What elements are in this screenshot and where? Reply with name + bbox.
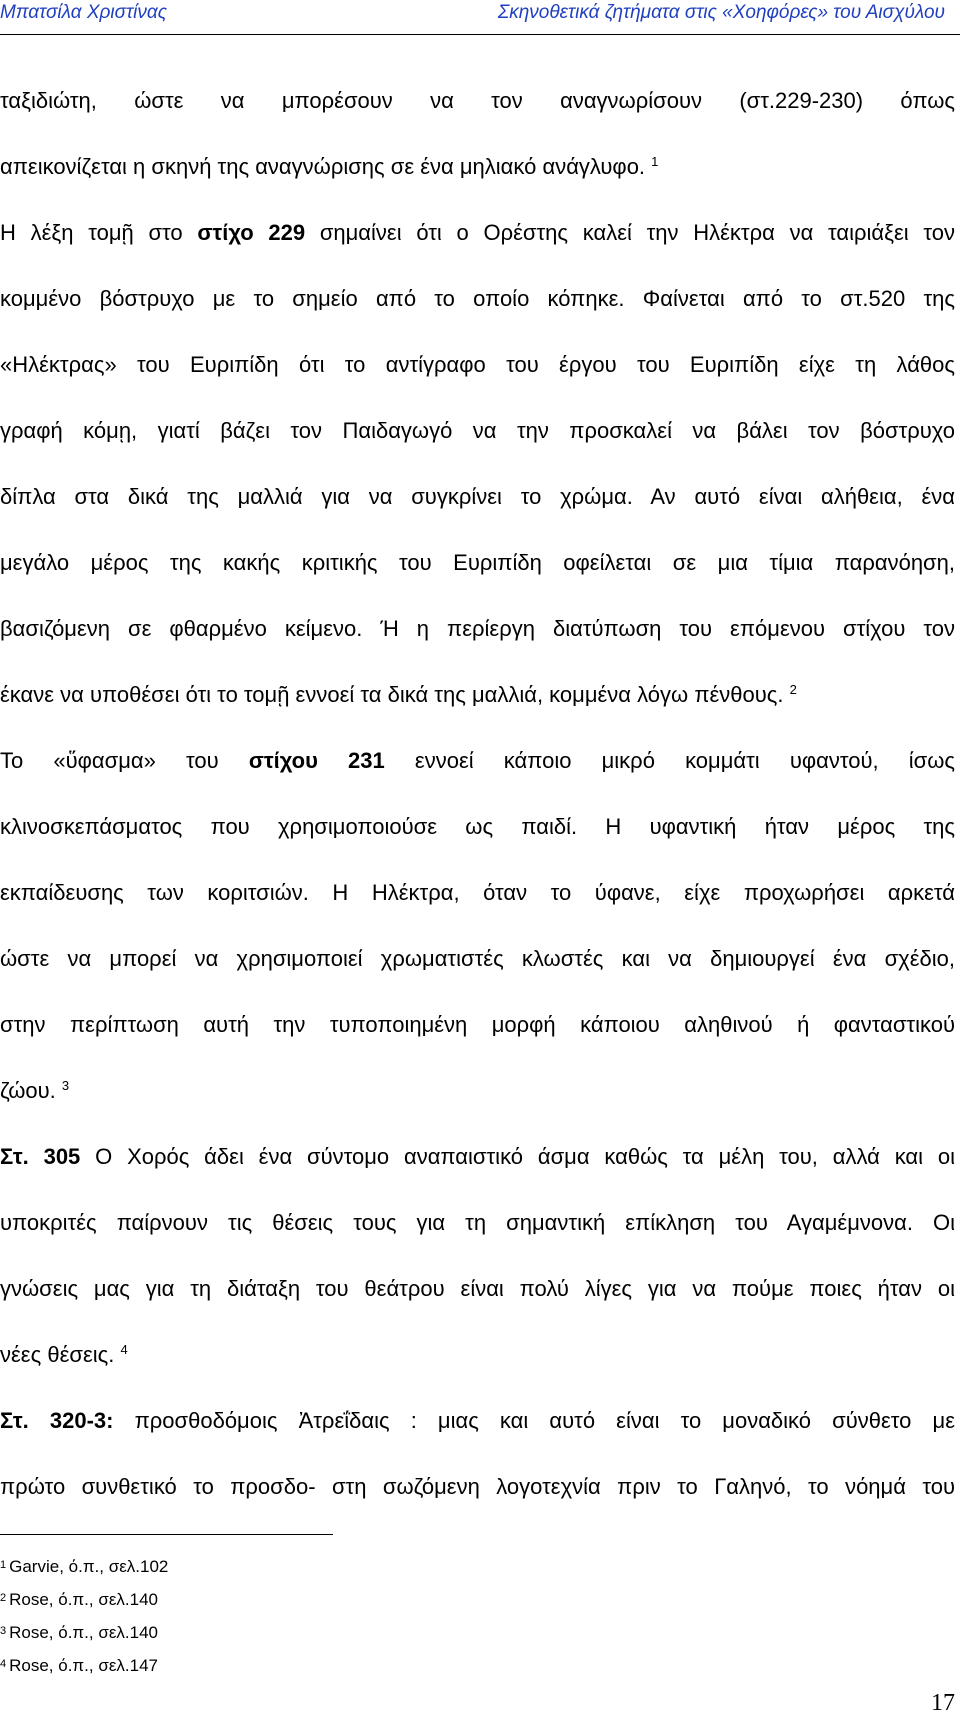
header-title: Σκηνοθετικά ζητήματα στις «Χοηφόρες» του Αισχύλου: [497, 2, 945, 23]
text-line: ώστε να μπορεί να χρησιμοποιεί χρωματιστές κλωστές και να δημιουργεί ένα σχέδιο,: [0, 946, 955, 971]
footnote-text: Rose, ό.π., σελ.147: [9, 1656, 158, 1675]
footnote: [0, 1649, 168, 1682]
text-line: «Ηλέκτρας» του Ευριπίδη ότι το αντίγραφο του έργου του Ευριπίδη είχε τη λάθος: [0, 352, 955, 377]
footnote-separator: [0, 1534, 333, 1535]
text-line: νέες θέσεις. $^4$: [0, 1342, 128, 1367]
footnote-ref: 1: [651, 154, 659, 169]
footnote: [0, 1583, 168, 1616]
footnotes: [0, 1550, 168, 1682]
text-line: ταξιδιώτη, ώστε να μπορέσουν να τον αναγνωρίσουν (στ.229-230) όπως: [0, 88, 955, 113]
text-line: κλινοσκεπάσματος που χρησιμοποιούσε ως παιδί. Η υφαντική ήταν μέρος της: [0, 814, 955, 839]
text-line: Στ. 320-3: προσθοδόμοις Ἀτρεΐδαις : μιας και αυτό είναι το μοναδικό σύνθετο με: [0, 1408, 956, 1433]
text-line: πρώτο συνθετικό το προσδο- στη σωζόμενη λογοτεχνία πριν το Γαληνό, το νόημά του: [0, 1474, 955, 1499]
text-line: γνώσεις μας για τη διάταξη του θεάτρου είναι πολύ λίγες για να πούμε ποιες ήταν οι: [0, 1276, 955, 1301]
header-author: Μπατσίλα Χριστίνας: [0, 2, 167, 23]
header-rule: [0, 34, 960, 35]
text-line: βασιζόμενη σε φθαρμένο κείμενο. Ή η περίεργη διατύπωση του επόμενου στίχου τον: [0, 616, 955, 641]
footnote: [0, 1550, 168, 1583]
text-line: μεγάλο μέρος της κακής κριτικής του Ευριπίδη οφείλεται σε μια τίμια παρανόηση,: [0, 550, 955, 575]
page-header: [0, 0, 960, 32]
verse-ref: στίχου 231: [248, 748, 385, 773]
footnote-ref: 4: [120, 1342, 128, 1357]
footnote: [0, 1616, 168, 1649]
text-line: γραφή κόμῃ, γιατί βάζει τον Παιδαγωγό να την προσκαλεί να βάλει τον βόστρυχο: [0, 418, 955, 443]
footnote-ref: 2: [789, 682, 797, 697]
text-line: εκπαίδευσης των κοριτσιών. Η Ηλέκτρα, όταν το ύφανε, είχε προχωρήσει αρκετά: [0, 880, 955, 905]
text-line: ζώου. $^3$: [0, 1078, 70, 1103]
page-number: 17: [931, 1690, 955, 1716]
text-line: έκανε να υποθέσει ότι το τομῇ εννοεί τα δικά της μαλλιά, κομμένα λόγω πένθους. $^2$: [0, 682, 797, 707]
text-line: Στ. 305 Ο Χορός άδει ένα σύντομο αναπαιστικό άσμα καθώς τα μέλη του, αλλά και οι: [0, 1144, 955, 1169]
verse-ref: Στ. 305: [0, 1144, 81, 1169]
body-text: [0, 76, 955, 1528]
footnote-number: 3: [0, 1625, 7, 1637]
footnote-ref: 3: [61, 1078, 70, 1093]
text-line: Το «ὕφασμα» του στίχου 231 εννοεί κάποιο μικρό κομμάτι υφαντού, ίσως: [0, 748, 955, 773]
text-line: Η λέξη τομῇ στο στίχο 229 σημαίνει ότι ο Ορέστης καλεί την Ηλέκτρα να ταιριάξει τον: [0, 220, 955, 245]
verse-ref: στίχο 229: [197, 220, 306, 245]
footnote-text: Garvie, ό.π., σελ.102: [9, 1557, 169, 1576]
footnote-number: 2: [0, 1592, 7, 1604]
text-line: κομμένο βόστρυχο με το σημείο από το οποίο κόπηκε. Φαίνεται από το στ.520 της: [0, 286, 955, 311]
footnote-number: 1: [0, 1559, 7, 1571]
footnote-text: Rose, ό.π., σελ.140: [9, 1590, 158, 1609]
footnote-number: 4: [0, 1658, 7, 1670]
text-line: στην περίπτωση αυτή την τυποποιημένη μορφή κάποιου αληθινού ή φανταστικού: [0, 1012, 955, 1037]
text-line: απεικονίζεται η σκηνή της αναγνώρισης σε ένα μηλιακό ανάγλυφο. $^1$: [0, 154, 659, 179]
text-line: δίπλα στα δικά της μαλλιά για να συγκρίνει το χρώμα. Αν αυτό είναι αλήθεια, ένα: [0, 484, 955, 509]
verse-ref: Στ. 320-3:: [0, 1408, 114, 1433]
text-line: υποκριτές παίρνουν τις θέσεις τους για τη σημαντική επίκληση του Αγαμέμνονα. Οι: [0, 1210, 955, 1235]
footnote-text: Rose, ό.π., σελ.140: [9, 1623, 158, 1642]
